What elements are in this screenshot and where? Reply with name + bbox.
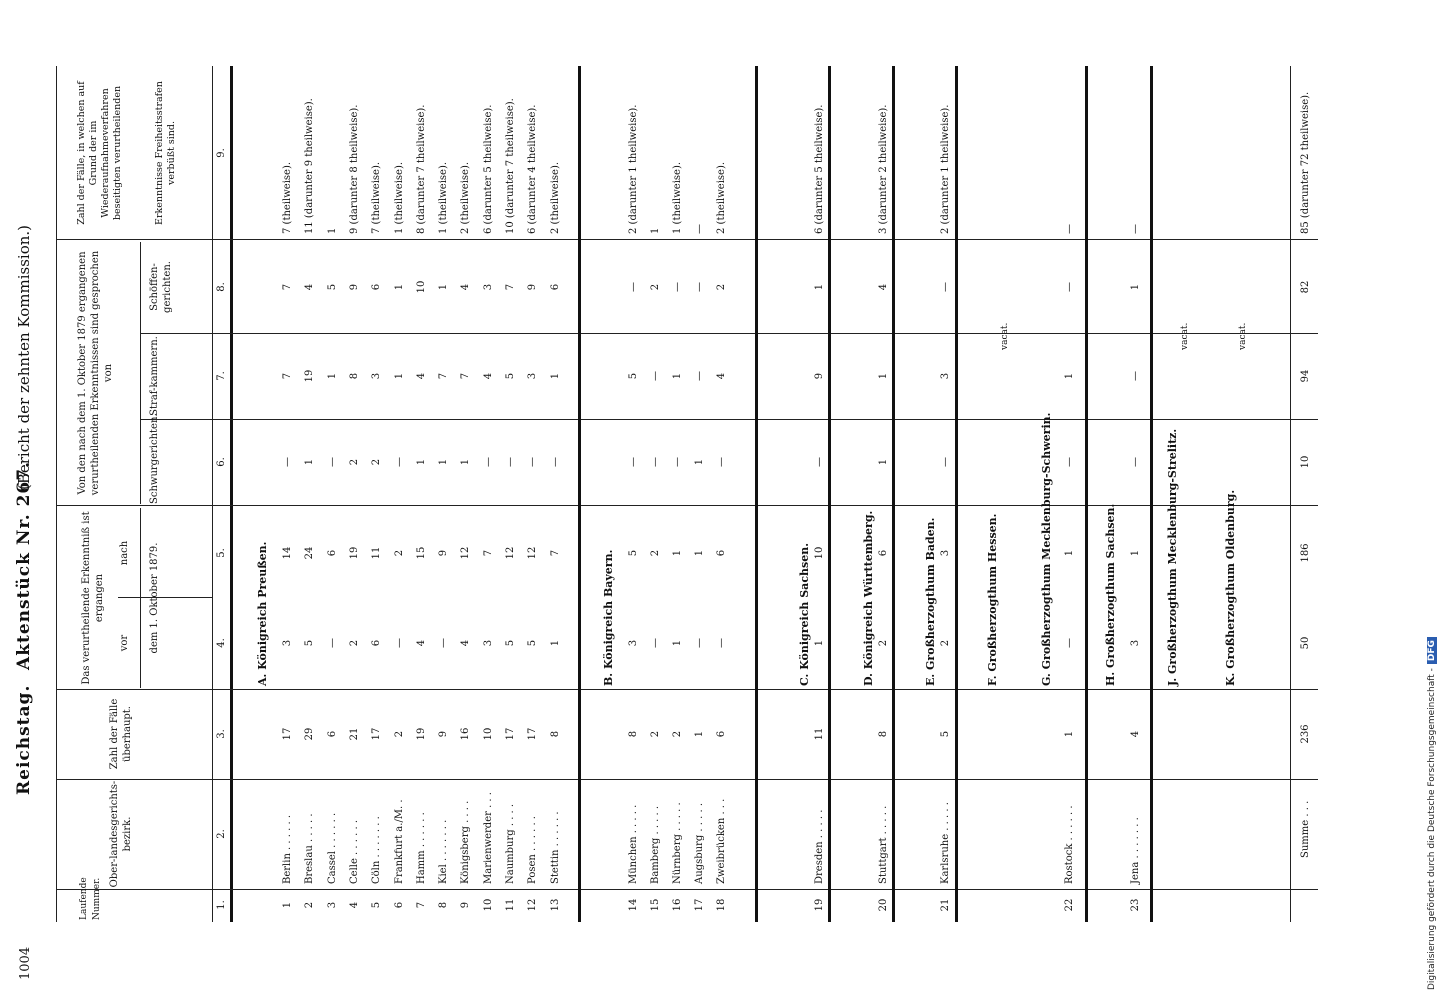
table-cell-c8: — (628, 282, 639, 292)
table-cell-name: Königsberg . . . . (460, 800, 472, 884)
table-cell-c7: 7 (282, 372, 293, 380)
table-cell-c9: 2 (theilweise). (549, 161, 561, 234)
table-cell-c9: 7 (theilweise). (282, 161, 293, 234)
table-cell-c8: 4 (460, 283, 472, 291)
table-cell-no: 22 (1064, 898, 1075, 912)
table-cell-c9: 8 (darunter 7 theilweise). (415, 104, 427, 234)
table-cell-c8: — (940, 282, 951, 292)
table-cell-c8: — (1064, 282, 1075, 292)
table-cell-c8: 7 (505, 283, 516, 291)
section-heading: C. Königreich Sachsen. (798, 542, 811, 686)
total-cell-c9: 85 (darunter 72 theilweise). (1300, 91, 1311, 234)
table-cell-c9: 1 (theilweise). (393, 161, 405, 234)
rule-line (1290, 66, 1291, 922)
table-cell-c5: 6 (878, 549, 889, 557)
table-cell-c8: 1 (814, 283, 825, 291)
table-cell-c5: 12 (527, 546, 539, 560)
col-header-3: Zahl der Fälle überhaupt. (109, 698, 133, 770)
table-cell-c6: — (505, 457, 516, 467)
table-cell-c3: 2 (672, 730, 683, 738)
rule-line (828, 66, 831, 922)
table-cell-c5: 5 (628, 549, 639, 557)
table-cell-c5: 9 (438, 549, 450, 557)
section-heading: A. Königreich Preußen. (256, 541, 269, 686)
vacat-note: vacat. (1000, 322, 1010, 350)
table-cell-c8: 2 (650, 283, 661, 291)
table-cell-name: Marienwerder . . . (482, 792, 494, 884)
table-cell-c8: 9 (527, 283, 539, 291)
table-cell-c3: 9 (438, 730, 450, 738)
section-heading: H. Großherzogthum Sachsen. (1104, 503, 1117, 686)
table-cell-c5: 12 (505, 546, 516, 560)
col-header-2: Ober-landesgerichts-bezirk. (109, 780, 133, 888)
rule-line (140, 242, 141, 504)
column-number: 4. (216, 638, 227, 648)
column-divider (56, 689, 1318, 690)
table-cell-c5: 7 (549, 549, 561, 557)
table-cell-no: 20 (878, 898, 889, 912)
table-cell-c5: 24 (304, 546, 316, 560)
section-heading: G. Großherzogthum Mecklenburg-Schwerin. (1040, 412, 1053, 686)
table-cell-c5: 12 (460, 546, 472, 560)
total-cell-c3: 236 (1300, 724, 1311, 744)
table-cell-c8: 7 (282, 283, 293, 291)
table-cell-name: München . . . . . (628, 804, 639, 884)
table-cell-c6: — (716, 457, 727, 467)
table-cell-c5: 14 (282, 546, 293, 560)
table-cell-c4: 3 (282, 639, 293, 647)
table-cell-c9: 1 (326, 227, 338, 234)
column-divider (56, 889, 1318, 890)
dfg-watermark (1398, 10, 1437, 990)
section-heading: F. Großherzogthum Hessen. (986, 513, 999, 686)
section-heading: B. Königreich Bayern. (602, 549, 615, 686)
watermark-text (1420, 10, 1444, 990)
column-divider (56, 505, 1318, 506)
col-header-8: Schöffen-gerichten. (149, 261, 173, 313)
table-cell-c9: 3 (darunter 2 theilweise). (878, 104, 889, 234)
table-cell-name: Cöln . . . . . . . (371, 816, 383, 884)
table-cell-c7: 4 (415, 372, 427, 380)
table-cell-name: Nürnberg . . . . . (672, 802, 683, 884)
col-header-9a: Zahl der Fälle, in welchen auf Grund der im Wiederaufnahmeverfahren beseitigten verurtheilenden (76, 81, 123, 225)
rule-line (1085, 66, 1088, 922)
table-cell-c4: 1 (549, 639, 561, 647)
table-cell-c6: — (527, 457, 539, 467)
table-cell-c7: 1 (393, 372, 405, 380)
table-cell-c9: 11 (darunter 9 theilweise). (304, 98, 316, 234)
col-header-45: Das verurtheilende Erkenntniß ist ergangen (81, 511, 105, 685)
table-cell-c9: 1 (650, 227, 661, 234)
table-cell-c7: 3 (940, 372, 951, 380)
table-cell-name: Augsburg . . . . . (694, 802, 705, 884)
table-cell-c4: — (650, 638, 661, 648)
table-cell-c4: 1 (672, 639, 683, 647)
col-header-7: Straf-kammern. (149, 336, 160, 416)
table-cell-c9: 2 (darunter 1 theilweise). (628, 104, 639, 234)
page-number: 1004 (18, 946, 33, 980)
table-cell-c5: 11 (371, 546, 383, 560)
table-cell-name: Berlin . . . . . . (282, 814, 293, 884)
table-cell-c3: 4 (1130, 730, 1141, 738)
header-left: Reichstag. (14, 684, 34, 795)
table-cell-c4: 2 (878, 639, 889, 647)
table-cell-c7: 9 (814, 372, 825, 380)
table-cell-c7: 5 (628, 372, 639, 380)
table-cell-c7: 19 (304, 369, 316, 383)
table-cell-no: 7 (415, 901, 427, 909)
table-cell-c3: 5 (940, 730, 951, 738)
table-cell-c5: 19 (348, 546, 360, 560)
table-cell-c4: 5 (527, 639, 539, 647)
table-cell-name: Frankfurt a./M. . (393, 799, 405, 884)
table-cell-name: Kiel . . . . . . . (438, 819, 450, 884)
table-cell-c4: — (326, 638, 338, 648)
table-cell-c9: 10 (darunter 7 theilweise). (505, 98, 516, 234)
table-cell-c9: 1 (theilweise). (438, 161, 450, 234)
page-subtitle: (Bericht der zehnten Kommission.) (15, 224, 33, 490)
table-cell-c7: — (650, 371, 661, 381)
table-cell-no: 16 (672, 898, 683, 912)
table-cell-name: Cassel . . . . . . (326, 812, 338, 884)
table-cell-no: 8 (438, 901, 450, 909)
table-cell-no: 17 (694, 898, 705, 912)
table-cell-c7: 7 (460, 372, 472, 380)
table-cell-c4: 3 (628, 639, 639, 647)
table-cell-c7: 1 (878, 372, 889, 380)
table-cell-c9: 9 (darunter 8 theilweise). (348, 104, 360, 234)
table-cell-c4: 3 (1130, 639, 1141, 647)
table-cell-no: 18 (716, 898, 727, 912)
column-number: 7. (216, 371, 227, 381)
table-cell-c3: 2 (393, 730, 405, 738)
column-number: 9. (216, 148, 227, 158)
table-cell-c9: 1 (theilweise). (672, 161, 683, 234)
table-cell-c4: 4 (460, 639, 472, 647)
table-cell-c8: — (672, 282, 683, 292)
table-cell-c6: 1 (694, 458, 705, 466)
table-cell-c3: 21 (348, 727, 360, 741)
table-cell-c5: 15 (415, 546, 427, 560)
table-cell-c7: 7 (438, 372, 450, 380)
col-header-9b: Erkenntnisse Freiheitsstrafen verbüßt sind. (154, 81, 177, 225)
table-cell-c6: — (326, 457, 338, 467)
table-cell-c5: 6 (716, 549, 727, 557)
rule-line (892, 66, 895, 922)
col-header-5: nach (119, 540, 130, 566)
table-cell-c6: — (1130, 457, 1141, 467)
table-cell-c3: 2 (650, 730, 661, 738)
table-cell-c6: — (282, 457, 293, 467)
table-cell-c8: — (694, 282, 705, 292)
column-divider (140, 419, 1318, 420)
col-header-1: Laufende Nummer. (79, 877, 102, 920)
table-cell-name: Karlsruhe . . . . . (940, 802, 951, 884)
table-cell-no: 1 (282, 901, 293, 909)
table-cell-name: Dresden . . . . . (814, 809, 825, 884)
total-cell-c5: 186 (1300, 543, 1311, 563)
col-header-4: vor (119, 634, 130, 652)
table-cell-c9: 7 (theilweise). (371, 161, 383, 234)
column-number: 1. (216, 900, 227, 910)
table-cell-c6: — (1064, 457, 1075, 467)
table-cell-name: Stuttgart . . . . . (878, 805, 889, 884)
table-cell-name: Bamberg . . . . . (650, 805, 661, 884)
table-cell-c4: — (393, 638, 405, 648)
table-cell-c6: — (672, 457, 683, 467)
table-cell-c8: 2 (716, 283, 727, 291)
table-cell-no: 10 (482, 898, 494, 912)
table-cell-c8: 1 (438, 283, 450, 291)
table-cell-c4: 2 (940, 639, 951, 647)
column-number: 5. (216, 548, 227, 558)
table-cell-c3: 6 (716, 730, 727, 738)
table-cell-name: Naumburg . . . . (505, 803, 516, 884)
table-cell-no: 6 (393, 901, 405, 909)
rule-line (140, 508, 141, 688)
total-cell-c8: 82 (1300, 280, 1311, 294)
column-number: 6. (216, 457, 227, 467)
table-cell-c5: 3 (940, 549, 951, 557)
table-cell-c4: 5 (304, 639, 316, 647)
column-divider (118, 597, 212, 598)
table-cell-c4: — (438, 638, 450, 648)
total-cell-c6: 10 (1300, 455, 1311, 469)
table-cell-no: 2 (304, 901, 316, 909)
column-number: 8. (216, 282, 227, 292)
table-cell-c3: 11 (814, 727, 825, 741)
table-cell-name: Celle . . . . . . (348, 819, 360, 884)
dfg-logo: DFG (1427, 637, 1437, 664)
table-cell-c8: 6 (371, 283, 383, 291)
column-number: 3. (216, 729, 227, 739)
table-cell-name: Zweibrücken . . . (716, 798, 727, 884)
table-cell-c5: 10 (814, 546, 825, 560)
table-cell-c5: 1 (672, 549, 683, 557)
table-cell-c4: — (694, 638, 705, 648)
table-cell-c3: 8 (878, 730, 889, 738)
table-cell-c5: 1 (694, 549, 705, 557)
table-cell-c6: — (814, 457, 825, 467)
table-cell-c4: — (716, 638, 727, 648)
table-cell-name: Hamm . . . . . . (415, 812, 427, 884)
watermark-label: Digitalisierung gefördert durch die Deutsche Forschungsgemeinschaft - (1427, 668, 1437, 990)
section-heading: J. Großherzogthum Mecklenburg-Strelitz. (1166, 428, 1179, 686)
col-header-678: Von den nach dem 1. Oktober 1879 ergangenen verurtheilenden Erkenntnissen sind gesprochen von (77, 250, 114, 496)
table-cell-name: Jena . . . . . . . (1130, 817, 1141, 884)
table-cell-c5: 6 (326, 549, 338, 557)
table-cell-c6: 1 (415, 458, 427, 466)
table-cell-c8: 1 (393, 283, 405, 291)
table-cell-c4: 4 (415, 639, 427, 647)
table-cell-c6: — (650, 457, 661, 467)
table-cell-c3: 17 (527, 727, 539, 741)
section-heading: K. Großherzogthum Oldenburg. (1224, 489, 1237, 686)
table-cell-c9: — (1130, 224, 1141, 234)
column-divider (140, 333, 1318, 334)
table-cell-no: 23 (1130, 898, 1141, 912)
table-cell-no: 19 (814, 898, 825, 912)
table-cell-c3: 16 (460, 727, 472, 741)
table-cell-c8: 6 (549, 283, 561, 291)
rule-line (955, 66, 958, 922)
table-cell-c4: 1 (814, 639, 825, 647)
table-cell-c3: 17 (505, 727, 516, 741)
table-cell-c3: 1 (694, 730, 705, 738)
table-cell-c4: 5 (505, 639, 516, 647)
table-cell-no: 5 (371, 901, 383, 909)
table-cell-no: 14 (628, 898, 639, 912)
table-cell-c9: 6 (darunter 4 theilweise). (527, 104, 539, 234)
table-cell-c3: 19 (415, 727, 427, 741)
table-cell-c7: — (1130, 371, 1141, 381)
table-cell-c5: 1 (1130, 549, 1141, 557)
vacat-note: vacat. (1180, 322, 1190, 350)
table-cell-c4: — (1064, 638, 1075, 648)
table-cell-no: 11 (505, 898, 516, 912)
table-cell-c8: 9 (348, 283, 360, 291)
table-cell-c6: — (940, 457, 951, 467)
table-cell-c5: 7 (482, 549, 494, 557)
table-cell-c6: 2 (371, 458, 383, 466)
table-cell-c6: 1 (304, 458, 316, 466)
table-cell-no: 13 (549, 898, 561, 912)
table-cell-name: Stettin . . . . . . (549, 811, 561, 884)
table-cell-name: Posen . . . . . . (527, 816, 539, 884)
total-cell-c7: 94 (1300, 369, 1311, 383)
col-header-6: Schwurgerichten. (149, 413, 160, 504)
total-cell-c4: 50 (1300, 636, 1311, 650)
table-cell-c6: — (628, 457, 639, 467)
table-cell-c9: 6 (darunter 5 theilweise). (482, 104, 494, 234)
rule-line (56, 66, 57, 922)
table-cell-no: 21 (940, 898, 951, 912)
table-cell-no: 12 (527, 898, 539, 912)
table-cell-c9: — (694, 224, 705, 234)
table-cell-c6: — (393, 457, 405, 467)
table-cell-c7: 3 (527, 372, 539, 380)
table-cell-c5: 2 (393, 549, 405, 557)
table-cell-c7: 4 (716, 372, 727, 380)
column-number: 2. (216, 829, 227, 839)
table-cell-c7: 1 (1064, 372, 1075, 380)
table-cell-name: Rostock . . . . . . (1064, 805, 1075, 884)
table-cell-c3: 8 (628, 730, 639, 738)
table-cell-c6: 1 (438, 458, 450, 466)
table-cell-no: 4 (348, 901, 360, 909)
table-cell-c9: 2 (theilweise). (460, 161, 472, 234)
table-cell-c8: 5 (326, 283, 338, 291)
table-cell-c6: — (482, 457, 494, 467)
table-cell-c5: 2 (650, 549, 661, 557)
table-cell-name: Breslau . . . . . (304, 813, 316, 884)
table-cell-c4: 2 (348, 639, 360, 647)
rule-line (578, 66, 581, 922)
rule-line (755, 66, 758, 922)
page-title: Aktenstück Nr. 267. (14, 460, 34, 670)
table-cell-no: 3 (326, 901, 338, 909)
table-cell-c3: 29 (304, 727, 316, 741)
table-cell-c8: 1 (1130, 283, 1141, 291)
table-cell-c4: 3 (482, 639, 494, 647)
table-cell-c9: 2 (theilweise). (716, 161, 727, 234)
table-cell-c8: 10 (415, 280, 427, 294)
table-cell-c7: 5 (505, 372, 516, 380)
table-cell-c6: 1 (878, 458, 889, 466)
rule-line (230, 66, 233, 922)
table-cell-c5: 1 (1064, 549, 1075, 557)
table-cell-c9: 2 (darunter 1 theilweise). (940, 104, 951, 234)
rule-line (212, 66, 213, 922)
table-cell-c7: 1 (549, 372, 561, 380)
table-cell-no: 9 (460, 901, 472, 909)
table-cell-c8: 3 (482, 283, 494, 291)
table-cell-c3: 17 (282, 727, 293, 741)
table-cell-c7: 1 (326, 372, 338, 380)
table-cell-c3: 17 (371, 727, 383, 741)
section-heading: E. Großherzogthum Baden. (924, 517, 937, 686)
section-heading: D. Königreich Württemberg. (862, 510, 875, 686)
table-cell-c3: 8 (549, 730, 561, 738)
rule-line (1150, 66, 1153, 922)
table-cell-no: 15 (650, 898, 661, 912)
table-cell-c4: 6 (371, 639, 383, 647)
table-cell-c9: — (1064, 224, 1075, 234)
col-header-45b: dem 1. Oktober 1879. (149, 542, 160, 654)
table-cell-c7: — (694, 371, 705, 381)
column-divider (56, 779, 1318, 780)
table-cell-c3: 10 (482, 727, 494, 741)
table-cell-c7: 4 (482, 372, 494, 380)
table-cell-c3: 1 (1064, 730, 1075, 738)
table-cell-c8: 4 (878, 283, 889, 291)
table-cell-c8: 4 (304, 283, 316, 291)
table-cell-c3: 6 (326, 730, 338, 738)
table-cell-c7: 8 (348, 372, 360, 380)
total-cell-name: Summe . . . (1300, 800, 1311, 858)
table-cell-c7: 1 (672, 372, 683, 380)
table-cell-c9: 6 (darunter 5 theilweise). (814, 104, 825, 234)
table-cell-c6: 1 (460, 458, 472, 466)
table-cell-c7: 3 (371, 372, 383, 380)
column-divider (56, 239, 1318, 240)
table-cell-c6: 2 (348, 458, 360, 466)
table-cell-c6: — (549, 457, 561, 467)
vacat-note: vacat. (1238, 322, 1248, 350)
